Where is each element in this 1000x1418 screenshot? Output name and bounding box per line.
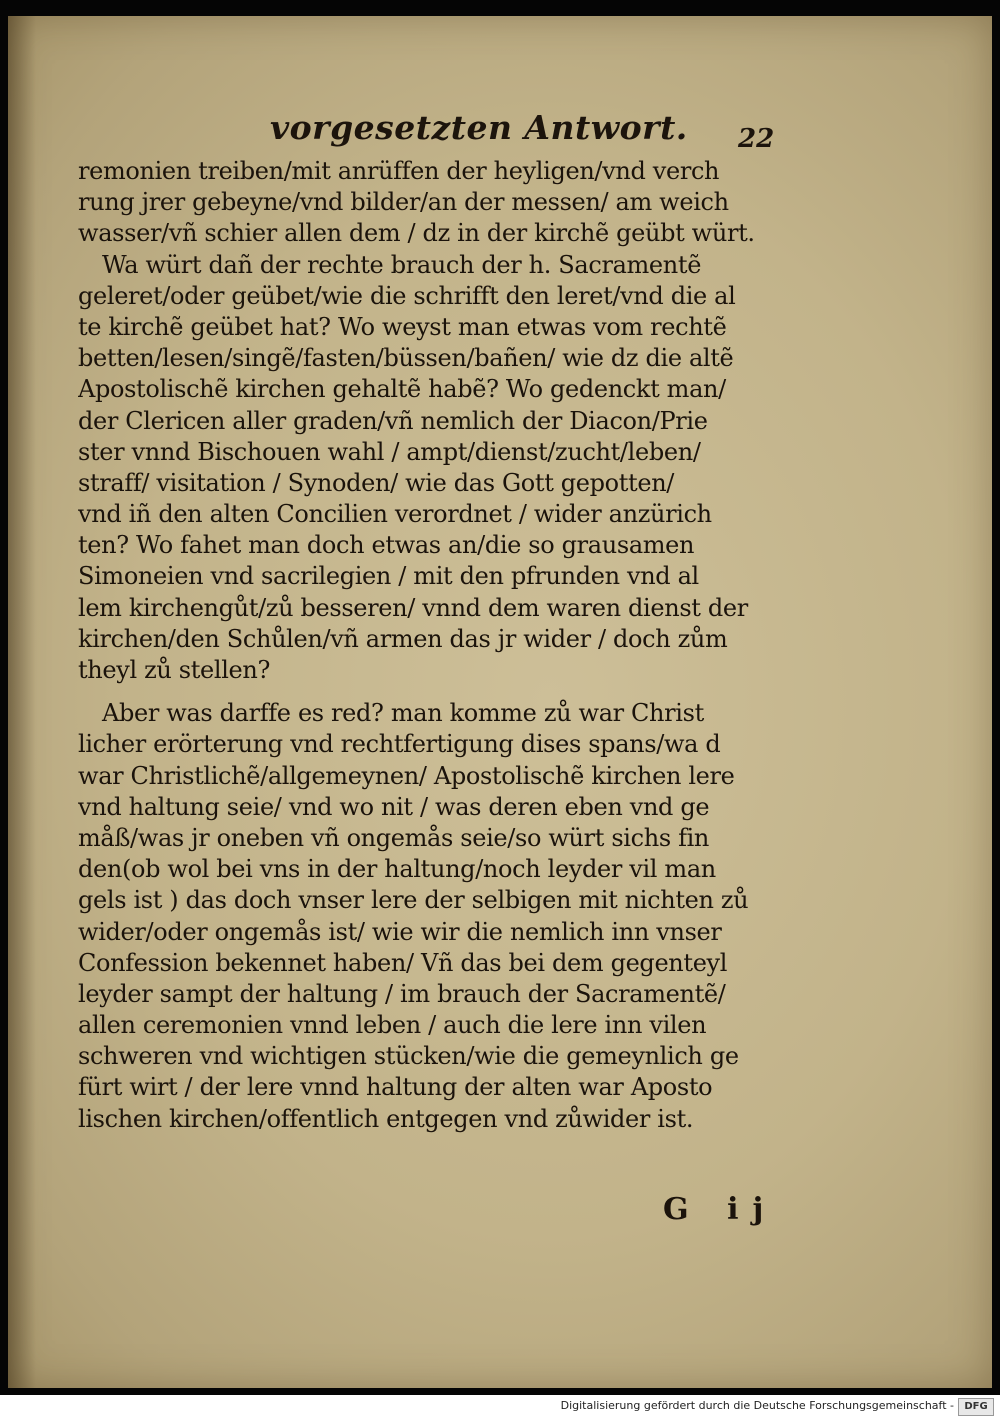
running-head: vorgesetzten Antwort. — [270, 108, 688, 147]
text-line: måß/was jr oneben vñ ongemås seie/so würt sichs fin — [78, 823, 710, 852]
text-line: rung jrer gebeyne/vnd bilder/an der messen/ am weich — [78, 188, 729, 217]
text-line: lischen kirchen/offentlich entgegen vnd zůwider ist. — [78, 1104, 694, 1133]
text-line: geleret/oder geübet/wie die schrifft den leret/vnd die al — [78, 281, 736, 310]
paragraph — [78, 698, 823, 1135]
text-line: straff/ visitation / Synoden/ wie das Gott gepotten/ — [78, 468, 675, 497]
paragraph — [78, 250, 823, 687]
text-line: war Christlichẽ/allgemeynen/ Apostolischẽ kirchen lere — [78, 761, 735, 790]
text-line: wider/oder ongemås ist/ wie wir die nemlich inn vnser — [78, 917, 722, 946]
text-line: schweren vnd wichtigen stücken/wie die gemeynlich ge — [78, 1042, 739, 1071]
text-line: vnd haltung seie/ vnd wo nit / was deren eben vnd ge — [78, 792, 710, 821]
funding-credit: Digitalisierung gefördert durch die Deutsche Forschungsgemeinschaft - — [560, 1399, 954, 1412]
text-line: lem kirchengůt/zů besseren/ vnnd dem waren dienst der — [78, 593, 748, 622]
paragraph — [78, 156, 823, 250]
text-line: theyl zů stellen? — [78, 656, 270, 684]
text-line: Aber was darffe es red? man komme zů war Christ — [102, 699, 704, 728]
text-line: Simoneien vnd sacrilegien / mit den pfrunden vnd al — [78, 562, 699, 591]
book-page — [8, 16, 992, 1388]
text-line: ten? Wo fahet man doch etwas an/die so grausamen — [78, 531, 695, 560]
text-line: kirchen/den Schůlen/vñ armen das jr wider / doch zům — [78, 624, 728, 653]
text-line: Confession bekennet haben/ Vñ das bei dem gegenteyl — [78, 948, 728, 977]
text-line: allen ceremonien vnnd leben / auch die lere inn vilen — [78, 1011, 707, 1040]
dfg-logo-icon[interactable]: DFG — [958, 1398, 994, 1416]
text-line: Apostolischẽ kirchen gehaltẽ habẽ? Wo gedenckt man/ — [78, 375, 726, 404]
text-line: der Clericen aller graden/vñ nemlich der Diacon/Prie — [78, 406, 708, 435]
text-line: ster vnnd Bischouen wahl / ampt/dienst/zucht/leben/ — [78, 437, 701, 466]
text-line: fürt wirt / der lere vnnd haltung der alten war Aposto — [78, 1073, 713, 1102]
signature-mark: G ij — [663, 1192, 778, 1227]
folio-number: 22 — [738, 124, 775, 154]
text-line: remonien treiben/mit anrüffen der heyligen/vnd verch — [78, 157, 720, 185]
text-line: betten/lesen/singẽ/fasten/büssen/bañen/ wie dz die altẽ — [78, 344, 734, 373]
text-line: leyder sampt der haltung / im brauch der Sacramentẽ/ — [78, 979, 726, 1008]
text-line: gels ist ) das doch vnser lere der selbigen mit nichten zů — [78, 886, 749, 915]
text-line: te kirchẽ geübet hat? Wo weyst man etwas vom rechtẽ — [78, 312, 727, 341]
text-line: Wa würt dañ der rechte brauch der h. Sacramentẽ — [102, 250, 702, 279]
text-line: licher erörterung vnd rechtfertigung dises spans/wa d — [78, 730, 721, 759]
footer-bar — [0, 1395, 1000, 1418]
text-line: den(ob wol bei vns in der haltung/noch leyder vil man — [78, 855, 716, 884]
text-line: wasser/vñ schier allen dem / dz in der kirchẽ geübt würt. — [78, 219, 755, 248]
text-block — [78, 156, 823, 1135]
paragraph-gap — [78, 686, 823, 698]
text-line: vnd iñ den alten Concilien verordnet / wider anzürich — [78, 500, 712, 529]
